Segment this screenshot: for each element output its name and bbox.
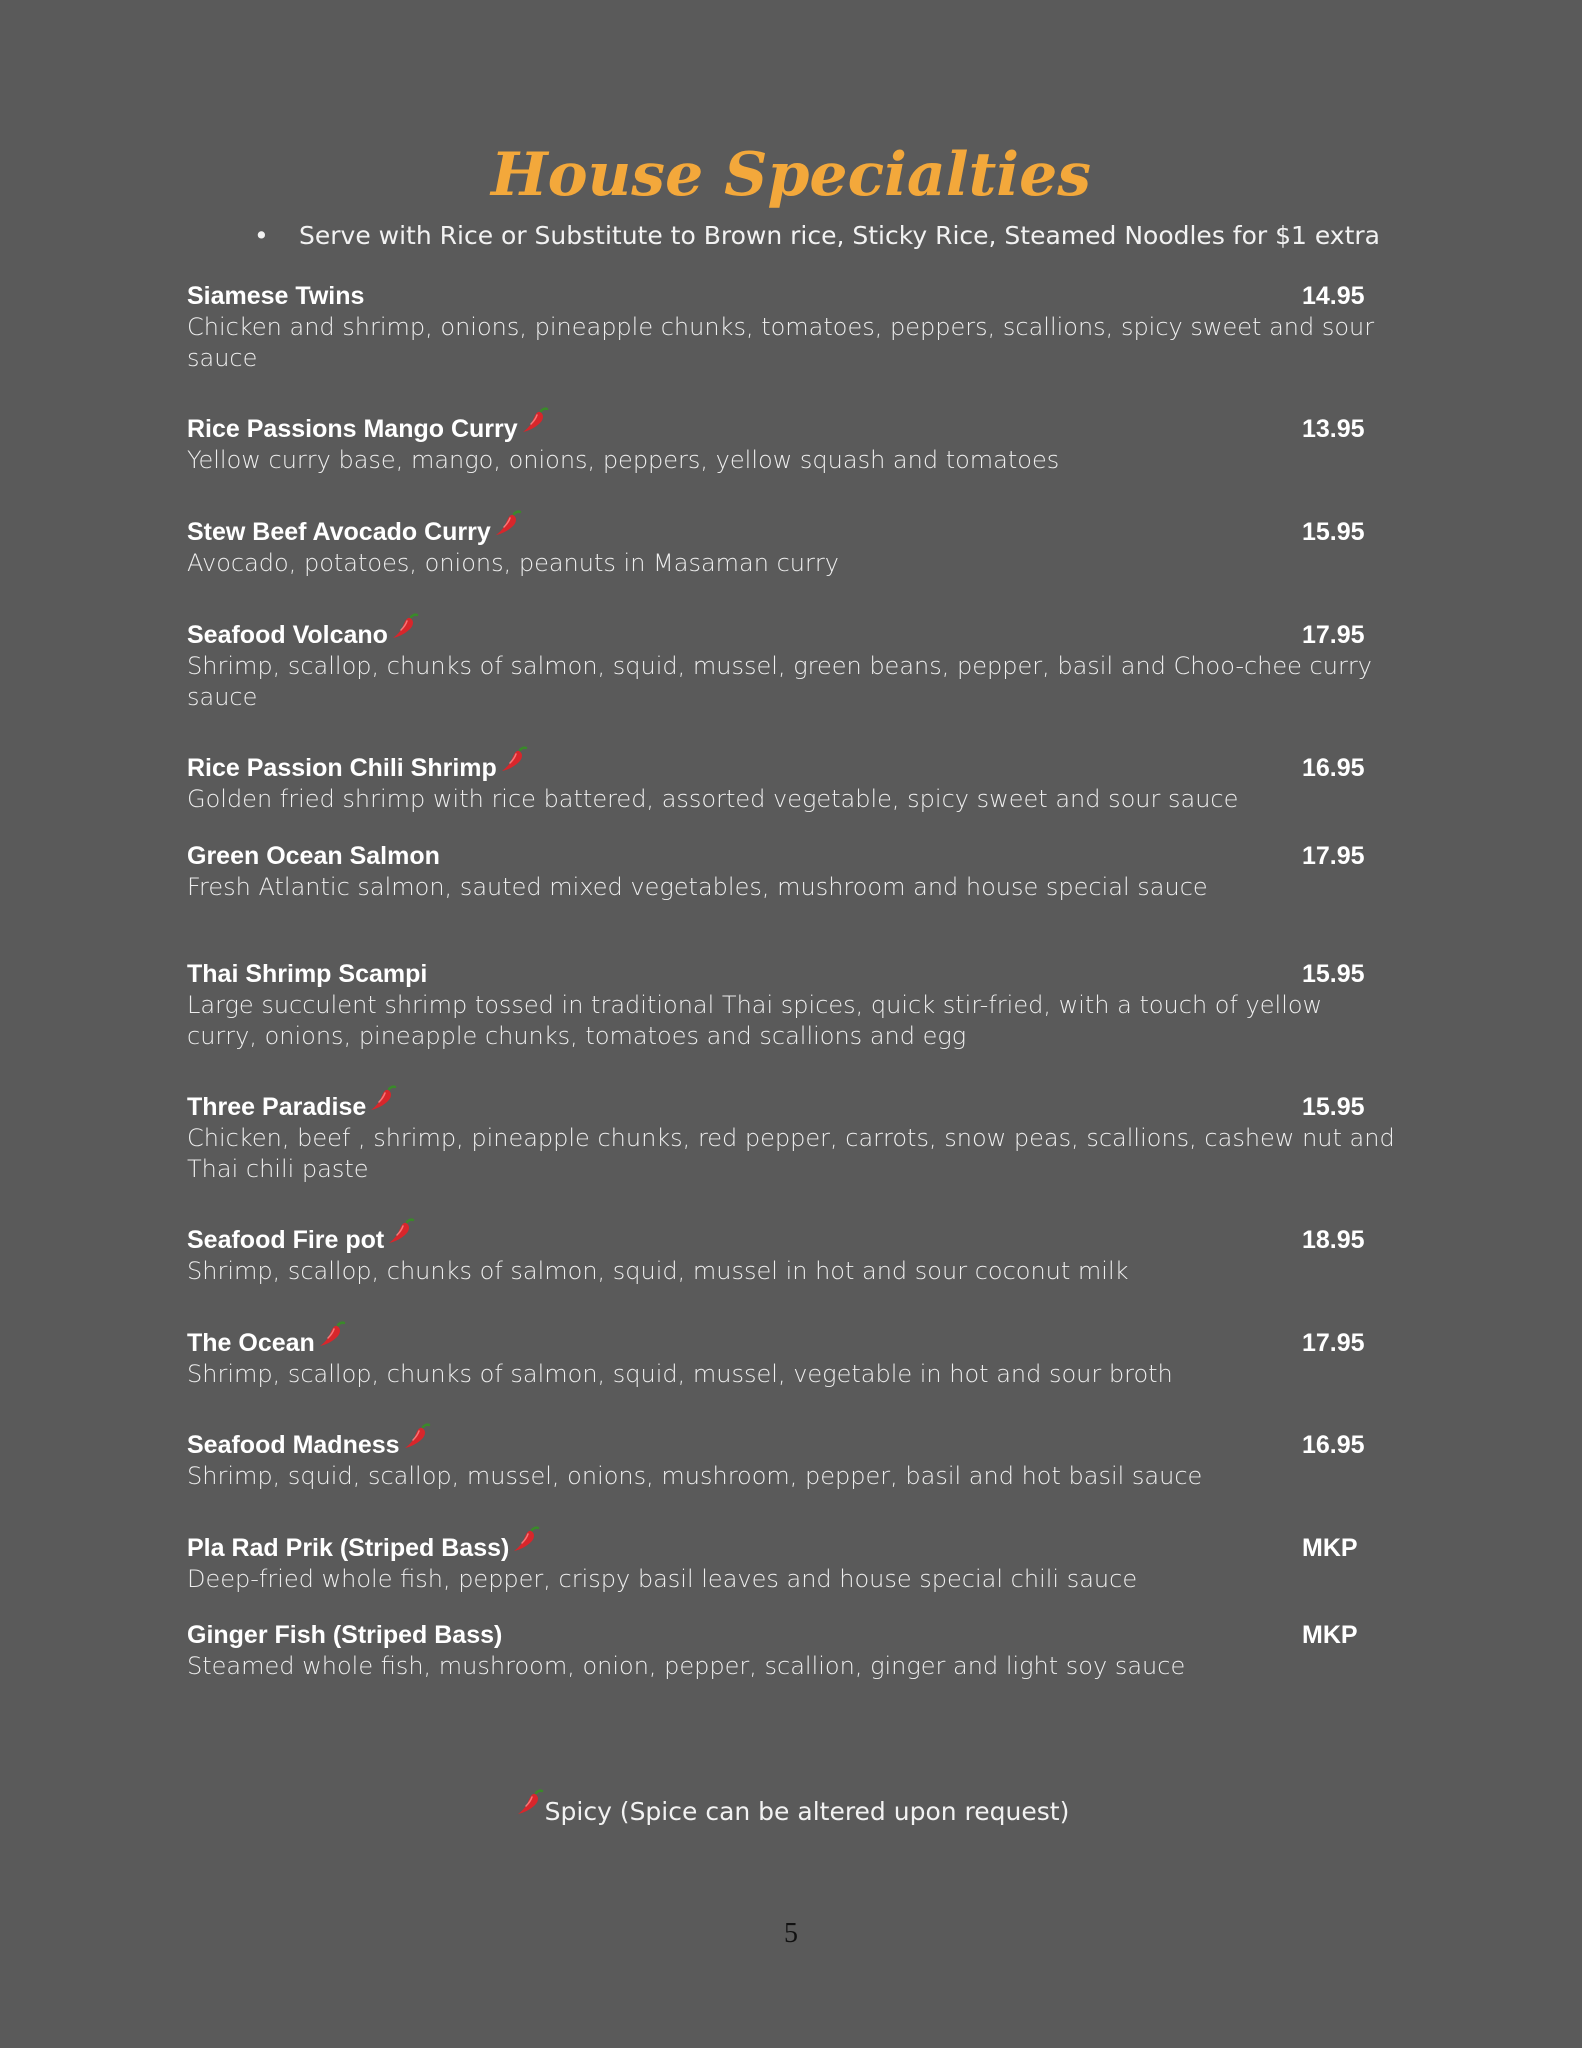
page-number: 5 [784,1918,798,1949]
spicy-legend [0,1796,1582,1828]
menu-item-header [187,280,1397,312]
chili-pepper-icon [402,1421,432,1462]
menu-item-description: Avocado, potatoes, onions, peanuts in Masaman curry [187,549,839,577]
menu-item-name: Three Paradise [187,1093,367,1121]
spicy-legend-text: Spicy (Spice can be altered upon request) [544,1797,1070,1826]
menu-item-name: Pla Rad Prik (Striped Bass) [187,1534,510,1562]
serving-note [254,220,1380,252]
menu-item [187,958,1397,1052]
chili-pepper-icon [317,1319,347,1360]
menu-item [187,1224,1397,1287]
menu-item-description: Deep-fried whole fish, pepper, crispy basil leaves and house special chili sauce [187,1565,1138,1593]
menu-item [187,413,1397,476]
menu-item-description: Fresh Atlantic salmon, sauted mixed vegetables, mushroom and house special sauce [187,873,1208,901]
menu-item-description: Golden fried shrimp with rice battered, assorted vegetable, spicy sweet and sour sauce [187,785,1239,813]
menu-item-description: Large succulent shrimp tossed in traditional Thai spices, quick stir-fried, with a touch of yellow curry, onions, pineapple chunks, tomatoes and scallions and egg [187,991,1323,1050]
menu-item-price: 18.95 [1302,1226,1365,1254]
menu-item-header [187,1429,1397,1461]
menu-item [187,1327,1397,1390]
chili-pepper-icon [520,405,550,446]
menu-item-name: Rice Passions Mango Curry [187,415,518,443]
menu-item-description: Shrimp, squid, scallop, mussel, onions, mushroom, pepper, basil and hot basil sauce [187,1462,1203,1490]
menu-item [187,280,1397,374]
bullet-icon: • [254,221,269,250]
menu-item-description: Chicken and shrimp, onions, pineapple chunks, tomatoes, peppers, scallions, spicy sweet and sour sauce [187,313,1375,372]
menu-item [187,619,1397,713]
menu-item-price: MKP [1302,1621,1358,1649]
chili-pepper-icon [499,744,529,785]
menu-item-price: 13.95 [1302,415,1365,443]
chili-pepper-icon [511,1524,541,1565]
menu-item-name: Stew Beef Avocado Curry [187,518,491,546]
menu-item-header [187,1532,1397,1564]
menu-item-description: Shrimp, scallop, chunks of salmon, squid, mussel in hot and sour coconut milk [187,1257,1129,1285]
chili-pepper-icon [493,508,523,549]
page-title: House Specialties [490,140,1092,210]
chili-pepper-icon [386,1216,416,1257]
menu-item [187,1429,1397,1492]
menu-item-name: Rice Passion Chili Shrimp [187,754,497,782]
menu-item-price: MKP [1302,1534,1358,1562]
menu-item [187,1091,1397,1185]
menu-item-name: Siamese Twins [187,282,365,310]
menu-item-header [187,958,1397,990]
menu-item-header [187,413,1397,445]
menu-item-price: 14.95 [1302,282,1365,310]
menu-item-header [187,1327,1397,1359]
menu-item-name: Green Ocean Salmon [187,842,440,870]
menu-item [187,1619,1397,1682]
menu-item [187,840,1397,903]
menu-item [187,752,1397,815]
chili-pepper-icon [515,1787,545,1825]
menu-item-name: Seafood Volcano [187,621,388,649]
menu-item-price: 15.95 [1302,518,1365,546]
menu-item-header [187,1091,1397,1123]
menu-item-header [187,619,1397,651]
menu-item-name: Seafood Madness [187,1431,400,1459]
menu-item-description: Shrimp, scallop, chunks of salmon, squid, mussel, green beans, pepper, basil and Choo-chee curry sauce [187,652,1372,711]
menu-item-name: The Ocean [187,1329,315,1357]
menu-item-description: Yellow curry base, mango, onions, peppers, yellow squash and tomatoes [187,446,1060,474]
menu-item-description: Shrimp, scallop, chunks of salmon, squid, mussel, vegetable in hot and sour broth [187,1360,1173,1388]
chili-pepper-icon [390,611,420,652]
menu-item-price: 15.95 [1302,960,1365,988]
menu-item-price: 17.95 [1302,1329,1365,1357]
menu-item-description: Steamed whole fish, mushroom, onion, pepper, scallion, ginger and light soy sauce [187,1652,1186,1680]
menu-item-header [187,840,1397,872]
serving-note-text: Serve with Rice or Substitute to Brown rice, Sticky Rice, Steamed Noodles for $1 extra [299,221,1381,250]
menu-item-header [187,1619,1397,1651]
menu-item-price: 16.95 [1302,1431,1365,1459]
menu-item [187,516,1397,579]
chili-pepper-icon [368,1083,398,1124]
menu-item [187,1532,1397,1595]
menu-item-name: Seafood Fire pot [187,1226,385,1254]
menu-item-price: 17.95 [1302,842,1365,870]
menu-item-header [187,752,1397,784]
menu-item-price: 15.95 [1302,1093,1365,1121]
menu-item-name: Thai Shrimp Scampi [187,960,428,988]
menu-item-price: 16.95 [1302,754,1365,782]
menu-item-header [187,1224,1397,1256]
menu-item-header [187,516,1397,548]
menu-item-price: 17.95 [1302,621,1365,649]
menu-item-name: Ginger Fish (Striped Bass) [187,1621,503,1649]
menu-item-description: Chicken, beef , shrimp, pineapple chunks, red pepper, carrots, snow peas, scallions, cashew nut and Thai chili paste [187,1124,1395,1183]
